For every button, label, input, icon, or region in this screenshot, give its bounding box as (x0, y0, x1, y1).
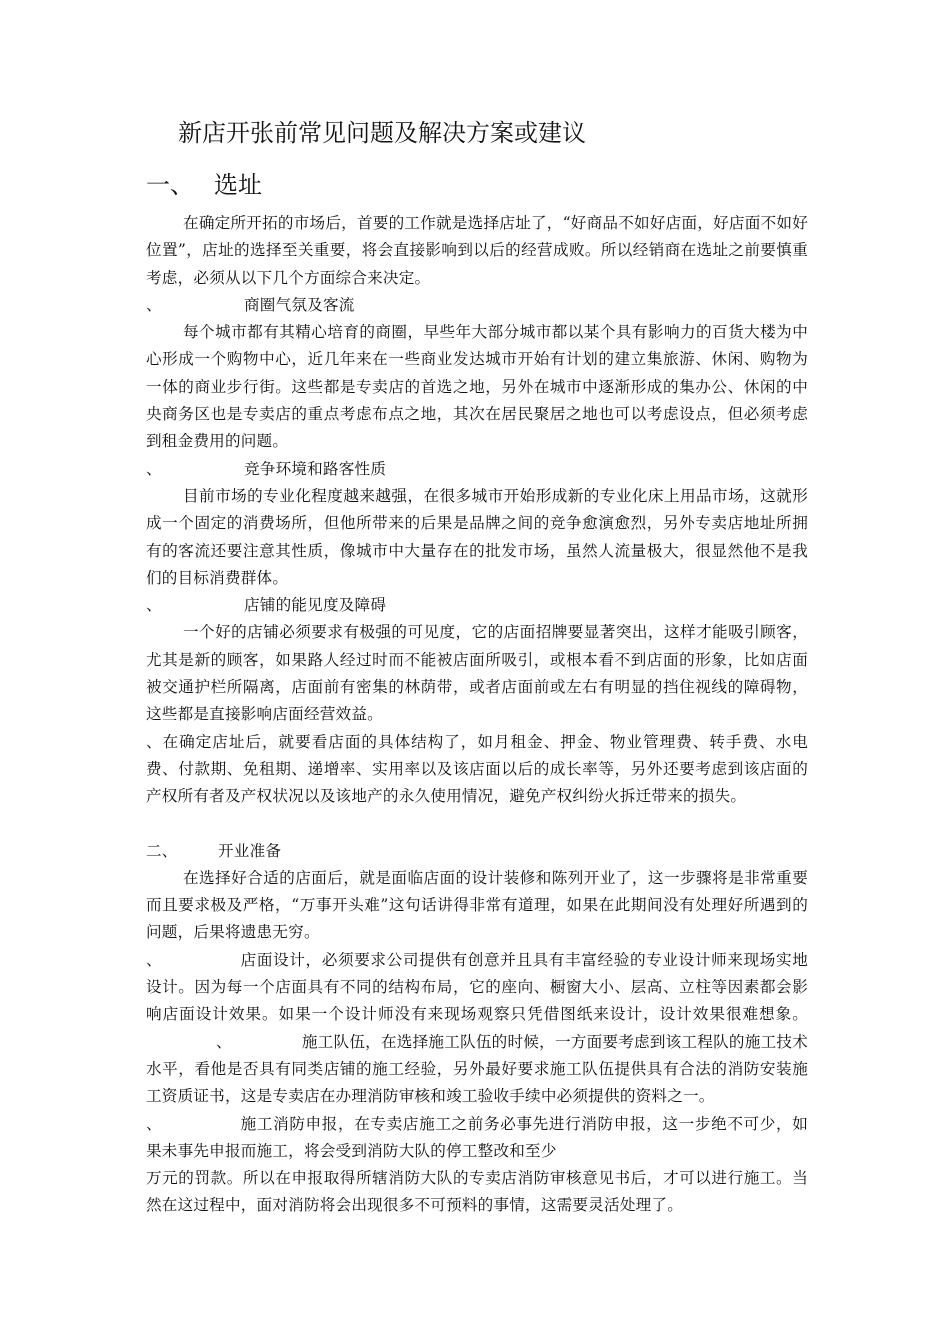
paragraph-6-mark: 、 (146, 1114, 163, 1133)
subheading-2-title: 竞争环境和路客性质 (244, 459, 387, 478)
paragraph-2: 目前市场的专业化程度越来越强，在很多城市开始形成新的专业化床上用品市场，这就形成一个固定的消费场所，但他所带来的后果是品牌之间的竞争愈演愈烈，另外专卖店地址所拥有的客流还要注意其性质，像城市中大量存在的批发市场，虽然人流量极大，很显然他不是我们的目标消费群体。 (146, 486, 808, 587)
subheading-2 (146, 456, 808, 483)
paragraph-6-text-a: 施工消防申报，在专卖店施工之前务必事先进行消防申报，这一步绝不可少，如果未事先申报而施工，将会受到消防大队的停工整改和至少 (146, 1114, 808, 1160)
section-2-title: 开业准备 (218, 841, 282, 860)
document-body (146, 210, 808, 1220)
page-title: 新店开张前常见问题及解决方案或建议 (178, 119, 586, 147)
section-1-intro: 在确定所开拓的市场后，首要的工作就是选择店址了，“好商品不如好店面，好店面不如好位置”，店址的选择至关重要，将会直接影响到以后的经营成败。所以经销商在选址之前要慎重考虑，必须从以下几个方面综合来决定。 (146, 214, 808, 287)
section-2-intro: 在选择好合适的店面后，就是面临店面的设计装修和陈列开业了，这一步骤将是非常重要而且要求极及严格，“万事开头难”这句话讲得非常有道理，如果在此期间没有处理好所遇到的问题，后果将遗患无穷。 (146, 868, 808, 942)
subheading-1-mark: 、 (146, 295, 162, 314)
paragraph-4: 、在确定店址后，就要看店面的具体结构了，如月租金、押金、物业管理费、转手费、水电费、付款期、免租期、递增率、实用率以及该店面以后的成长率等，另外还要考虑到该店面的产权所有者及产权状况以及该地产的永久使用情况，避免产权纠纷火拆迁带来的损失。 (146, 732, 808, 806)
section-1-number: 一、 (146, 171, 194, 199)
section-1-heading (146, 168, 262, 202)
paragraph-5-text-a: 店面设计，必须要求公司提供有创意并且具有丰富经验的专业设计师来现场实地设计。因为每一个店面具有不同的结构布局，它的座向、橱窗大小、层高、立柱等因素都会影响店面设计效果。如果一个设计师没有来现场观察只凭借图纸来设计，设计效果很难想象。 (146, 950, 808, 1024)
subheading-3-mark: 、 (146, 596, 162, 615)
subheading-1-title: 商圈气氛及客流 (244, 295, 355, 314)
paragraph-5-mark: 、 (146, 950, 163, 969)
section-1-title: 选址 (214, 171, 262, 199)
section-2-number: 二、 (146, 841, 178, 860)
subheading-3-title: 店铺的能见度及障碍 (244, 596, 387, 615)
paragraph-3: 一个好的店铺必须要求有极强的可见度，它的店面招牌要显著突出，这样才能吸引顾客，尤其是新的顾客，如果路人经过时而不能被店面所吸引，或根本看不到店面的形象，比如店面被交通护栏所隔离，店面前有密集的林荫带，或者店面前或左右有明显的挡住视线的障碍物，这些都是直接影响店面经营效益。 (146, 623, 808, 724)
subheading-3 (146, 592, 808, 619)
section-2-heading (146, 838, 808, 865)
paragraph-6-text-b: 万元的罚款。所以在申报取得所辖消防大队的专卖店消防审核意见书后，才可以进行施工。当然在这过程中，面对消防将会出现很多不可预料的事情，这需要灵活处理了。 (146, 1169, 808, 1215)
paragraph-1: 每个城市都有其精心培育的商圈，早些年大部分城市都以某个具有影响力的百货大楼为中心形成一个购物中心，近几年来在一些商业发达城市开始有计划的建立集旅游、休闲、购物为一体的商业步行街。这些都是专卖店的首选之地，另外在城市中逐渐形成的集办公、休闲的中央商务区也是专卖店的重点考虑布点之地，其次在居民聚居之地也可以考虑设点，但必须考虑到租金费用的问题。 (146, 323, 808, 451)
paragraph-5 (146, 947, 808, 1111)
paragraph-6 (146, 1111, 808, 1220)
paragraph-5-mark-2: 、 (216, 1032, 232, 1051)
subheading-1 (146, 292, 808, 319)
paragraph-5-text-b: 施工队伍，在选择施工队伍的时候，一方面要考虑到该工程队的施工技术水平，看他是否具有同类店铺的施工经验，另外最好要求施工队伍提供具有合法的消防安装施工资质证书，这是专卖店在办理消防审核和竣工验收手续中必须提供的资料之一。 (146, 1032, 808, 1106)
subheading-2-mark: 、 (146, 459, 162, 478)
